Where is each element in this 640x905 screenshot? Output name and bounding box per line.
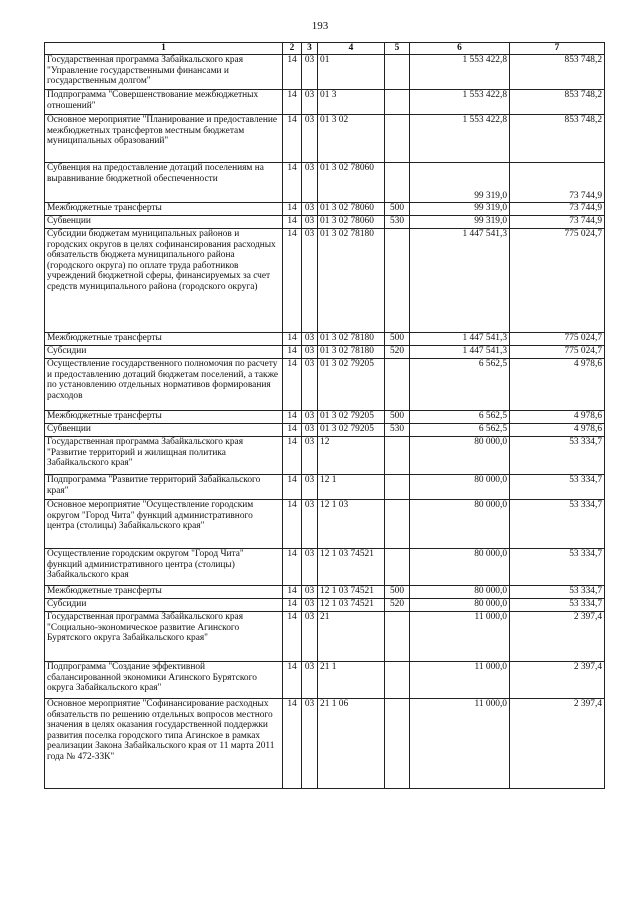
row-target-code: 21 1 06 xyxy=(318,699,385,789)
row-name: Субсидии xyxy=(45,346,283,359)
row-subsection: 03 xyxy=(302,411,318,424)
row-name: Государственная программа Забайкальского края "Социально-экономическое развитие Агинского Бурятского округа Забайкальского края" xyxy=(45,612,283,662)
row-section: 14 xyxy=(283,549,302,586)
row-amount-1: 11 000,0 xyxy=(410,662,510,699)
row-amount-1: 80 000,0 xyxy=(410,475,510,500)
row-subsection: 03 xyxy=(302,549,318,586)
row-expense-type xyxy=(385,229,410,333)
table-row xyxy=(45,203,605,216)
row-name: Основное мероприятие "Планирование и предоставление межбюджетных трансфертов местным бюджетам муниципальных образований" xyxy=(45,115,283,163)
row-subsection: 03 xyxy=(302,437,318,475)
table-row xyxy=(45,115,605,163)
row-amount-2: 73 744,9 xyxy=(510,163,605,203)
header-row xyxy=(45,43,605,55)
row-expense-type xyxy=(385,359,410,411)
row-section: 14 xyxy=(283,437,302,475)
row-amount-2: 53 334,7 xyxy=(510,500,605,549)
row-subsection: 03 xyxy=(302,424,318,437)
row-amount-1: 80 000,0 xyxy=(410,437,510,475)
row-section: 14 xyxy=(283,55,302,90)
table-row xyxy=(45,599,605,612)
row-amount-1: 11 000,0 xyxy=(410,612,510,662)
row-expense-type: 500 xyxy=(385,203,410,216)
table-row xyxy=(45,662,605,699)
row-subsection: 03 xyxy=(302,115,318,163)
row-target-code: 12 xyxy=(318,437,385,475)
row-amount-2: 775 024,7 xyxy=(510,333,605,346)
row-amount-2: 853 748,2 xyxy=(510,115,605,163)
row-name: Подпрограмма "Развитие территорий Забайкальского края" xyxy=(45,475,283,500)
table-row xyxy=(45,90,605,115)
row-section: 14 xyxy=(283,359,302,411)
row-amount-1: 1 553 422,8 xyxy=(410,90,510,115)
row-expense-type xyxy=(385,163,410,203)
row-section: 14 xyxy=(283,662,302,699)
row-target-code: 12 1 03 74521 xyxy=(318,549,385,586)
row-amount-1: 1 447 541,3 xyxy=(410,333,510,346)
table-row xyxy=(45,229,605,333)
budget-table xyxy=(44,42,605,789)
table-row xyxy=(45,549,605,586)
row-expense-type xyxy=(385,699,410,789)
table-row xyxy=(45,333,605,346)
row-name: Подпрограмма "Создание эффективной сбалансированной экономики Агинского Бурятского округа Забайкальского края" xyxy=(45,662,283,699)
row-subsection: 03 xyxy=(302,216,318,229)
row-section: 14 xyxy=(283,475,302,500)
row-subsection: 03 xyxy=(302,612,318,662)
row-name: Межбюджетные трансферты xyxy=(45,333,283,346)
row-target-code: 12 1 03 74521 xyxy=(318,599,385,612)
column-header-1: 1 xyxy=(45,43,283,55)
row-amount-2: 4 978,6 xyxy=(510,424,605,437)
table-row xyxy=(45,216,605,229)
row-amount-1: 1 447 541,3 xyxy=(410,229,510,333)
row-amount-1: 6 562,5 xyxy=(410,424,510,437)
table-row xyxy=(45,500,605,549)
row-name: Субвенции xyxy=(45,216,283,229)
row-subsection: 03 xyxy=(302,90,318,115)
column-header-2: 2 xyxy=(283,43,302,55)
row-section: 14 xyxy=(283,612,302,662)
row-subsection: 03 xyxy=(302,500,318,549)
row-section: 14 xyxy=(283,203,302,216)
row-target-code: 01 3 02 xyxy=(318,115,385,163)
row-section: 14 xyxy=(283,115,302,163)
row-section: 14 xyxy=(283,586,302,599)
row-name: Осуществление городским округом "Город Чита" функций административного центра (столицы) Забайкальского края xyxy=(45,549,283,586)
row-subsection: 03 xyxy=(302,229,318,333)
row-target-code: 01 3 02 79205 xyxy=(318,411,385,424)
table-row xyxy=(45,437,605,475)
column-header-5: 5 xyxy=(385,43,410,55)
row-subsection: 03 xyxy=(302,163,318,203)
row-amount-2: 2 397,4 xyxy=(510,612,605,662)
row-target-code: 01 3 02 78180 xyxy=(318,333,385,346)
row-subsection: 03 xyxy=(302,346,318,359)
row-name: Субсидии бюджетам муниципальных районов и городских округов в целях софинансирования расходных обязательств бюджета муниципального района (городского округа) по оплате труда работников учреждений бюджетной сферы, финансируемых за счет средств муниципального района (городского округа) xyxy=(45,229,283,333)
row-target-code: 01 3 02 79205 xyxy=(318,359,385,411)
column-header-7: 7 xyxy=(510,43,605,55)
row-name: Подпрограмма "Совершенствование межбюджетных отношений" xyxy=(45,90,283,115)
row-target-code: 01 3 xyxy=(318,90,385,115)
row-expense-type xyxy=(385,437,410,475)
row-subsection: 03 xyxy=(302,333,318,346)
row-amount-1: 80 000,0 xyxy=(410,586,510,599)
row-expense-type xyxy=(385,500,410,549)
row-amount-2: 2 397,4 xyxy=(510,699,605,789)
row-section: 14 xyxy=(283,333,302,346)
row-section: 14 xyxy=(283,424,302,437)
row-name: Межбюджетные трансферты xyxy=(45,411,283,424)
row-amount-2: 73 744,9 xyxy=(510,216,605,229)
row-expense-type xyxy=(385,612,410,662)
row-expense-type xyxy=(385,475,410,500)
row-name: Межбюджетные трансферты xyxy=(45,586,283,599)
row-expense-type: 500 xyxy=(385,586,410,599)
row-amount-1: 6 562,5 xyxy=(410,359,510,411)
row-amount-2: 53 334,7 xyxy=(510,437,605,475)
row-amount-1: 99 319,0 xyxy=(410,203,510,216)
row-subsection: 03 xyxy=(302,55,318,90)
row-section: 14 xyxy=(283,500,302,549)
row-amount-1: 99 319,0 xyxy=(410,163,510,203)
row-target-code: 01 xyxy=(318,55,385,90)
row-target-code: 01 3 02 78180 xyxy=(318,229,385,333)
table-row xyxy=(45,346,605,359)
row-amount-2: 4 978,6 xyxy=(510,411,605,424)
row-amount-1: 80 000,0 xyxy=(410,549,510,586)
row-subsection: 03 xyxy=(302,599,318,612)
row-section: 14 xyxy=(283,229,302,333)
table-row xyxy=(45,699,605,789)
row-expense-type xyxy=(385,90,410,115)
column-header-4: 4 xyxy=(318,43,385,55)
row-amount-1: 1 553 422,8 xyxy=(410,55,510,90)
row-target-code: 12 1 03 74521 xyxy=(318,586,385,599)
page-number: 193 xyxy=(311,20,329,32)
row-expense-type xyxy=(385,662,410,699)
row-amount-2: 775 024,7 xyxy=(510,346,605,359)
row-amount-2: 853 748,2 xyxy=(510,55,605,90)
row-amount-1: 1 553 422,8 xyxy=(410,115,510,163)
row-section: 14 xyxy=(283,90,302,115)
row-expense-type xyxy=(385,55,410,90)
row-expense-type: 520 xyxy=(385,346,410,359)
row-subsection: 03 xyxy=(302,662,318,699)
row-name: Государственная программа Забайкальского края "Развитие территорий и жилищная политика Забайкальского края" xyxy=(45,437,283,475)
row-amount-2: 2 397,4 xyxy=(510,662,605,699)
row-name: Субвенции xyxy=(45,424,283,437)
row-subsection: 03 xyxy=(302,475,318,500)
row-amount-1: 99 319,0 xyxy=(410,216,510,229)
row-expense-type: 500 xyxy=(385,333,410,346)
row-name: Субсидии xyxy=(45,599,283,612)
row-name: Межбюджетные трансферты xyxy=(45,203,283,216)
row-subsection: 03 xyxy=(302,699,318,789)
table-row xyxy=(45,359,605,411)
column-header-3: 3 xyxy=(302,43,318,55)
column-header-6: 6 xyxy=(410,43,510,55)
row-amount-2: 775 024,7 xyxy=(510,229,605,333)
row-amount-2: 53 334,7 xyxy=(510,599,605,612)
row-amount-1: 1 447 541,3 xyxy=(410,346,510,359)
row-expense-type: 500 xyxy=(385,411,410,424)
row-target-code: 01 3 02 78060 xyxy=(318,203,385,216)
row-target-code: 01 3 02 78060 xyxy=(318,216,385,229)
row-target-code: 12 1 xyxy=(318,475,385,500)
table-row xyxy=(45,55,605,90)
row-amount-2: 853 748,2 xyxy=(510,90,605,115)
table-row xyxy=(45,163,605,203)
row-amount-2: 53 334,7 xyxy=(510,549,605,586)
row-target-code: 01 3 02 78060 xyxy=(318,163,385,203)
row-name: Основное мероприятие "Осуществление городским округом "Город Чита" функций административного центра (столицы) Забайкальского края" xyxy=(45,500,283,549)
row-expense-type: 530 xyxy=(385,424,410,437)
table-row xyxy=(45,612,605,662)
table-row xyxy=(45,424,605,437)
row-name: Основное мероприятие "Софинансирование расходных обязательств по решению отдельных вопросов местного значения в целях оказания государственной поддержки развития поселка городского типа Агинское в рамках реализации Закона Забайкальского края от 11 марта 2011 года № 472-ЗЗК" xyxy=(45,699,283,789)
row-expense-type: 530 xyxy=(385,216,410,229)
row-amount-1: 80 000,0 xyxy=(410,599,510,612)
table-row xyxy=(45,586,605,599)
row-expense-type xyxy=(385,115,410,163)
row-section: 14 xyxy=(283,599,302,612)
row-section: 14 xyxy=(283,411,302,424)
row-target-code: 21 1 xyxy=(318,662,385,699)
row-section: 14 xyxy=(283,346,302,359)
row-amount-2: 4 978,6 xyxy=(510,359,605,411)
row-subsection: 03 xyxy=(302,203,318,216)
row-name: Государственная программа Забайкальского края "Управление государственными финансами и государственным долгом" xyxy=(45,55,283,90)
row-target-code: 21 xyxy=(318,612,385,662)
row-section: 14 xyxy=(283,163,302,203)
row-name: Субвенция на предоставление дотаций поселениям на выравнивание бюджетной обеспеченности xyxy=(45,163,283,203)
row-section: 14 xyxy=(283,216,302,229)
row-amount-1: 11 000,0 xyxy=(410,699,510,789)
row-amount-1: 80 000,0 xyxy=(410,500,510,549)
row-amount-2: 53 334,7 xyxy=(510,586,605,599)
row-name: Осуществление государственного полномочия по расчету и предоставлению дотаций бюджетам поселений, а также по установлению отдельных нормативов формирования расходов xyxy=(45,359,283,411)
row-subsection: 03 xyxy=(302,586,318,599)
row-expense-type xyxy=(385,549,410,586)
row-amount-2: 73 744,9 xyxy=(510,203,605,216)
row-target-code: 01 3 02 79205 xyxy=(318,424,385,437)
row-amount-2: 53 334,7 xyxy=(510,475,605,500)
row-expense-type: 520 xyxy=(385,599,410,612)
table-row xyxy=(45,475,605,500)
table-row xyxy=(45,411,605,424)
row-target-code: 01 3 02 78180 xyxy=(318,346,385,359)
row-amount-1: 6 562,5 xyxy=(410,411,510,424)
row-target-code: 12 1 03 xyxy=(318,500,385,549)
row-section: 14 xyxy=(283,699,302,789)
row-subsection: 03 xyxy=(302,359,318,411)
